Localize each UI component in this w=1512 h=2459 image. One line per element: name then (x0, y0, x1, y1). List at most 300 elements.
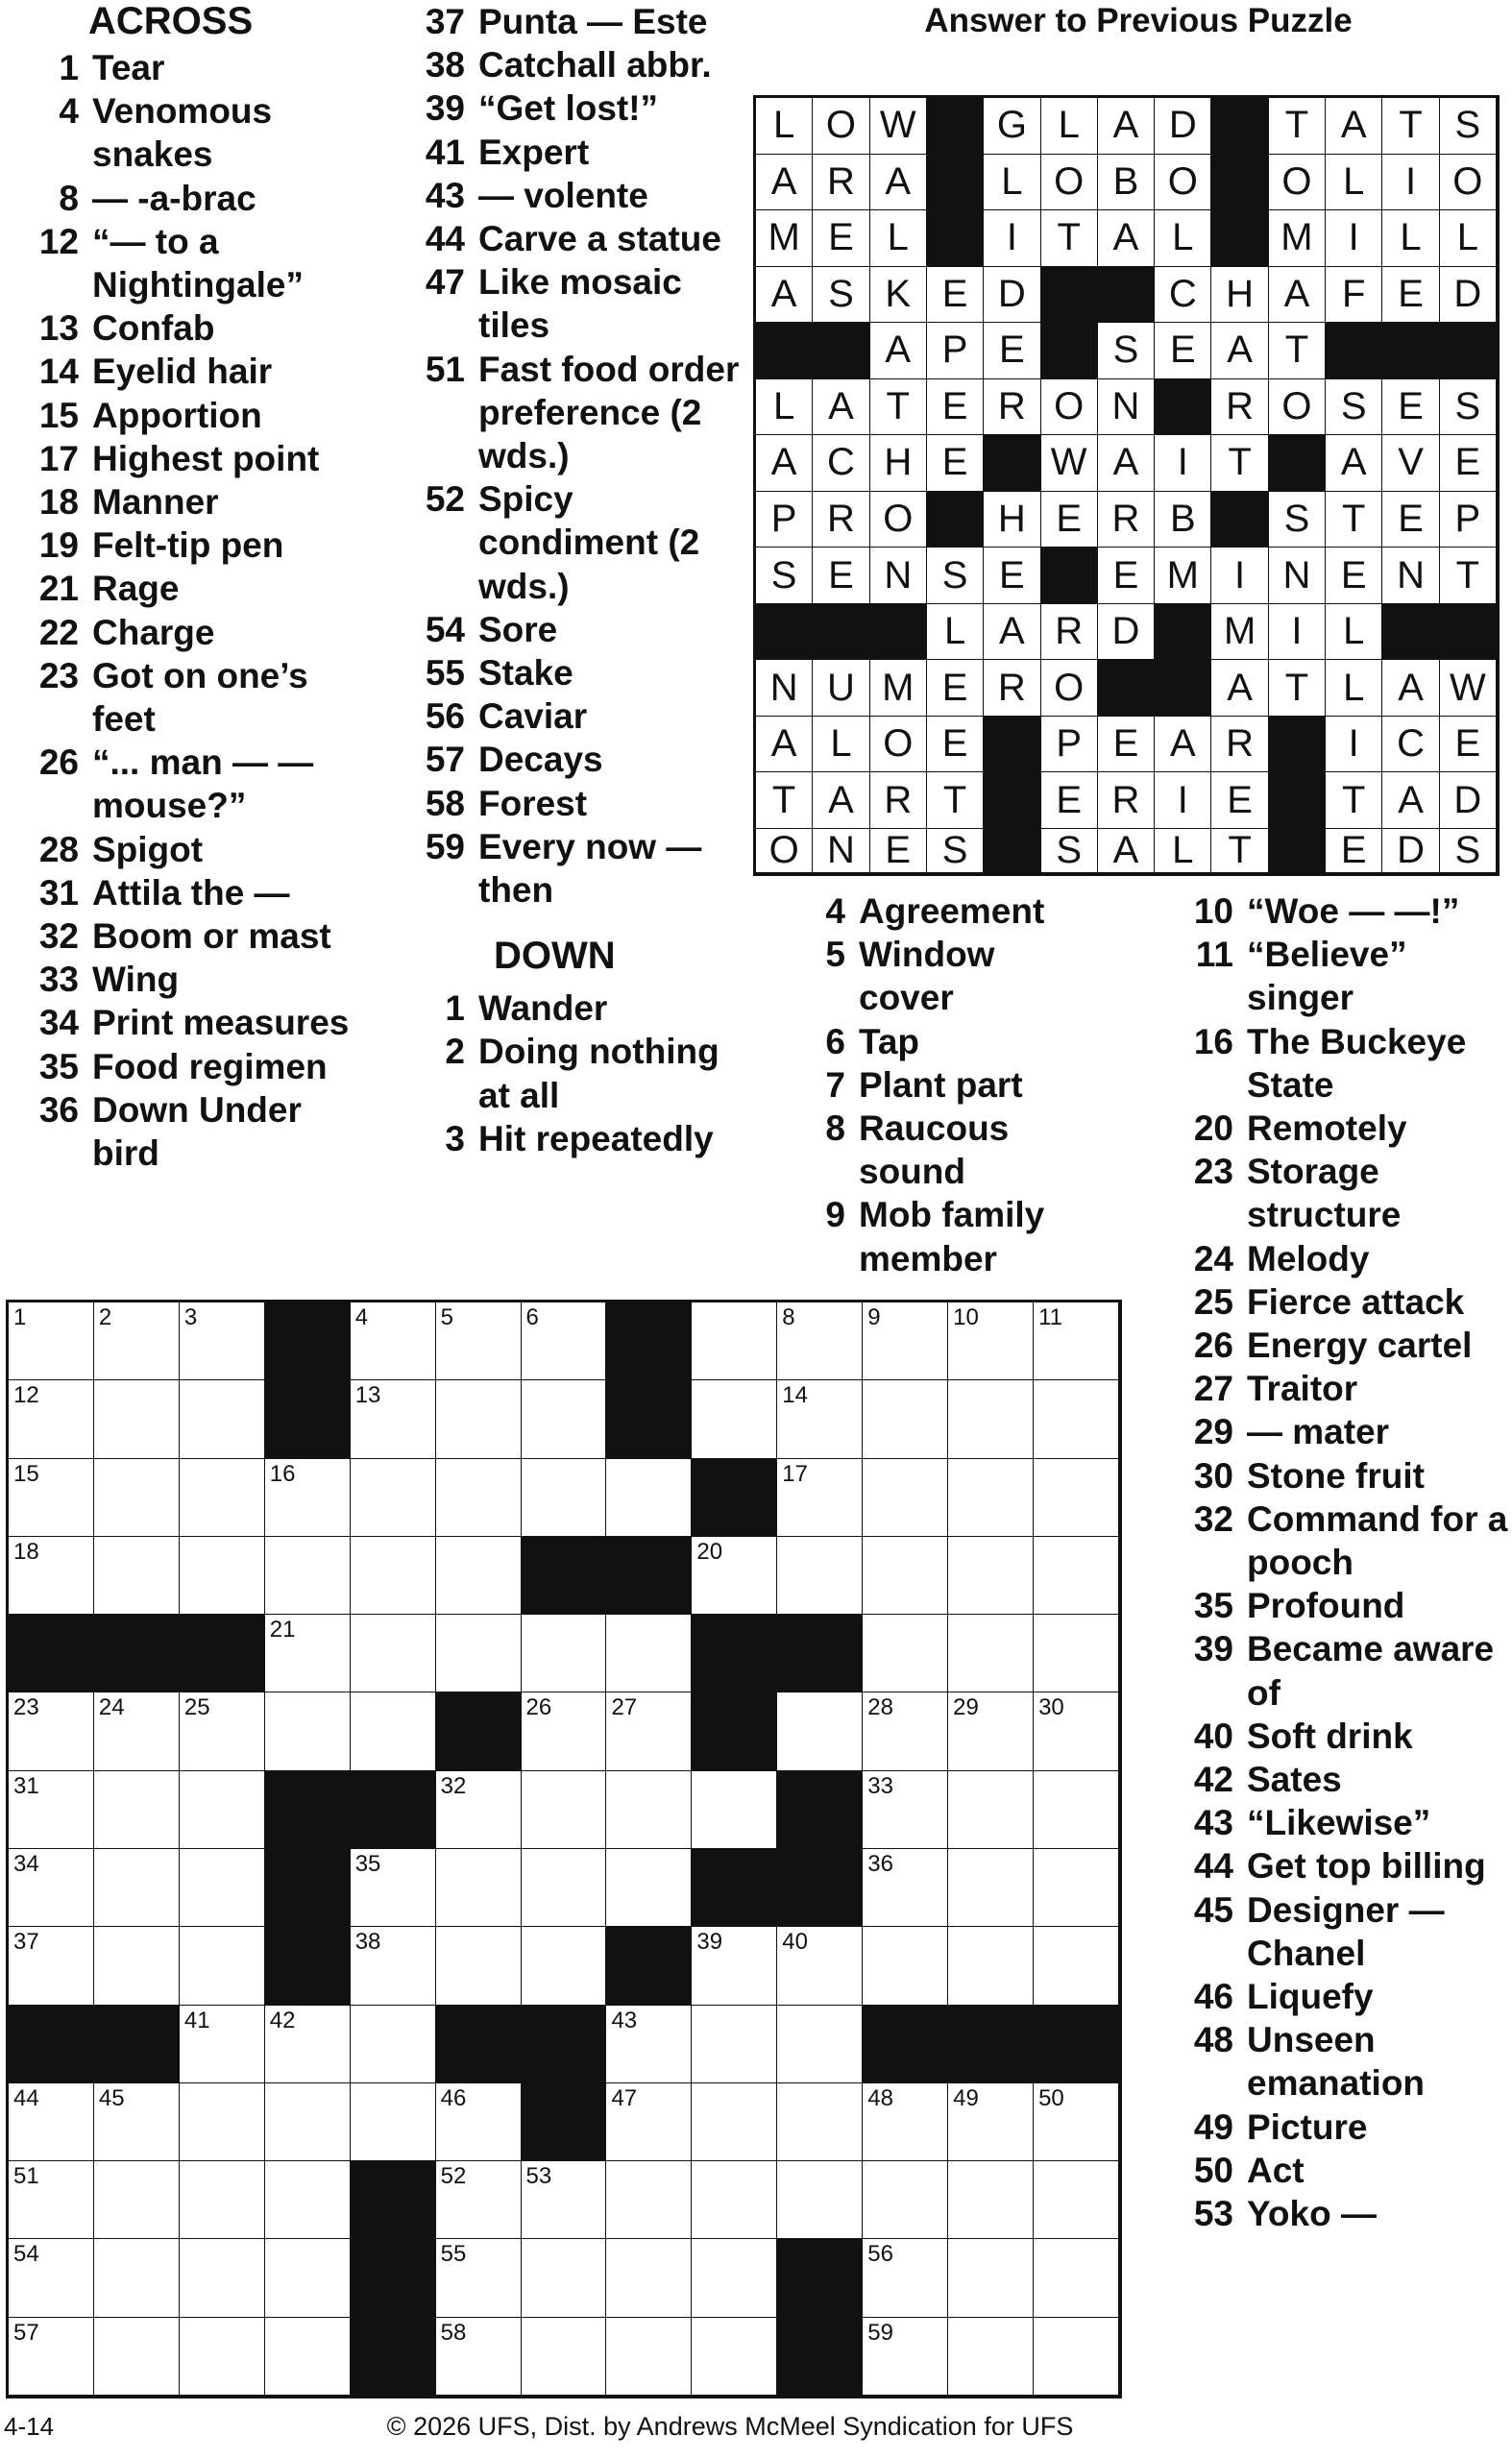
grid-cell[interactable] (692, 2239, 777, 2317)
grid-cell[interactable] (1034, 1692, 1119, 1770)
grid-cell[interactable] (606, 1615, 692, 1692)
grid-cell[interactable] (863, 1927, 948, 2005)
answer-letter-cell: E (927, 660, 984, 717)
grid-cell[interactable] (9, 1849, 94, 1927)
answer-letter-cell: T (1041, 210, 1098, 267)
grid-cell[interactable] (1034, 1303, 1119, 1380)
grid-cell[interactable] (180, 1537, 265, 1615)
answer-block-cell (927, 155, 984, 211)
answer-block-cell (1211, 98, 1268, 155)
grid-cell[interactable] (351, 1380, 436, 1458)
grid-cell[interactable] (777, 1459, 863, 1537)
answer-letter-cell: N (813, 829, 869, 873)
answer-letter-cell: L (1382, 210, 1439, 267)
clue-item (1153, 1410, 1508, 1453)
grid-cell[interactable] (777, 1927, 863, 2005)
clue-number: 43 (425, 175, 465, 215)
grid-cell[interactable] (436, 1615, 522, 1692)
grid-cell[interactable] (94, 1771, 180, 1849)
answer-block-cell (813, 604, 869, 661)
answer-letter-cell: E (1326, 548, 1382, 604)
cell-number: 50 (1038, 2084, 1064, 2111)
answer-letter-cell: C (1155, 267, 1211, 324)
grid-block-cell (265, 1380, 351, 1458)
grid-cell[interactable] (180, 1459, 265, 1537)
grid-cell[interactable] (9, 1459, 94, 1537)
answer-letter-cell: T (870, 379, 927, 436)
grid-cell[interactable] (9, 2239, 94, 2317)
answer-letter-cell: W (870, 98, 927, 155)
grid-cell[interactable] (436, 1537, 522, 1615)
grid-cell[interactable] (9, 1692, 94, 1770)
grid-cell[interactable] (863, 1849, 948, 1927)
clue-text: Yoko — (1247, 2194, 1377, 2234)
clue-item (394, 86, 749, 130)
grid-cell[interactable] (777, 1692, 863, 1770)
answer-letter-cell: L (756, 98, 813, 155)
answer-letter-cell: A (1155, 717, 1211, 773)
cell-number: 13 (354, 1382, 381, 1409)
answer-letter-cell: A (756, 435, 813, 492)
grid-cell[interactable] (863, 2318, 948, 2396)
grid-cell[interactable] (522, 1927, 607, 2005)
grid-cell[interactable] (1034, 2083, 1119, 2161)
cell-number: 28 (867, 1694, 893, 1721)
grid-cell[interactable] (351, 1849, 436, 1927)
grid-cell[interactable] (863, 1537, 948, 1615)
clue-item (1153, 1844, 1508, 1887)
clue-text: Spicy condiment (2 wds.) (478, 479, 700, 606)
grid-cell[interactable] (863, 2083, 948, 2161)
grid-cell[interactable] (265, 1692, 351, 1770)
grid-cell[interactable] (863, 1692, 948, 1770)
grid-cell[interactable] (180, 2006, 265, 2083)
grid-cell[interactable] (522, 2239, 607, 2317)
answer-block-cell (1211, 210, 1268, 267)
answer-letter-cell: P (1440, 492, 1497, 548)
clue-text: Hit repeatedly (478, 1118, 714, 1158)
grid-cell[interactable] (265, 1459, 351, 1537)
grid-cell[interactable] (94, 1849, 180, 1927)
answer-letter-cell: L (1326, 155, 1382, 211)
cell-number: 8 (782, 1304, 795, 1330)
clue-number: 1 (445, 988, 465, 1029)
grid-cell[interactable] (1034, 1927, 1119, 2005)
clue-item (788, 1063, 1076, 1107)
clue-item (1153, 2106, 1508, 2149)
answer-letter-cell: E (927, 435, 984, 492)
clue-text: Carve a statue (478, 219, 721, 259)
grid-cell[interactable] (436, 2318, 522, 2396)
grid-cell[interactable] (94, 1380, 180, 1458)
grid-cell[interactable] (522, 2161, 607, 2239)
grid-cell[interactable] (948, 1927, 1034, 2005)
clue-text: Melody (1247, 1238, 1370, 1278)
grid-block-cell (692, 1615, 777, 1692)
grid-block-cell (265, 1927, 351, 2005)
grid-cell[interactable] (522, 1849, 607, 1927)
grid-cell[interactable] (180, 2318, 265, 2396)
grid-cell[interactable] (180, 1771, 265, 1849)
answer-letter-cell: D (1440, 267, 1497, 324)
grid-cell[interactable] (692, 1927, 777, 2005)
grid-cell[interactable] (265, 2006, 351, 2083)
grid-cell[interactable] (351, 1927, 436, 2005)
cell-number: 26 (525, 1694, 552, 1721)
clue-text: Expert (478, 132, 590, 172)
clue-text: Confab (92, 308, 215, 349)
clue-text: “Believe” singer (1247, 935, 1407, 1018)
grid-cell[interactable] (692, 2318, 777, 2396)
grid-cell[interactable] (1034, 1849, 1119, 1927)
answer-letter-cell: E (1041, 772, 1098, 829)
cell-number: 49 (953, 2084, 979, 2111)
answer-letter-cell: T (1269, 98, 1326, 155)
grid-cell[interactable] (1034, 2318, 1119, 2396)
grid-cell[interactable] (777, 2161, 863, 2239)
answer-letter-cell: R (984, 660, 1040, 717)
answer-letter-cell: A (870, 323, 927, 379)
grid-cell[interactable] (180, 2083, 265, 2161)
grid-cell[interactable] (351, 1692, 436, 1770)
grid-cell[interactable] (265, 2161, 351, 2239)
grid-cell[interactable] (265, 2083, 351, 2161)
grid-cell[interactable] (522, 1303, 607, 1380)
grid-cell[interactable] (9, 1380, 94, 1458)
grid-cell[interactable] (692, 1380, 777, 1458)
clue-item (8, 177, 354, 220)
grid-cell[interactable] (948, 1849, 1034, 1927)
grid-cell[interactable] (436, 1927, 522, 2005)
clue-text: Mob family member (859, 1195, 1045, 1278)
answer-letter-cell: O (1041, 155, 1098, 211)
grid-cell[interactable] (606, 2318, 692, 2396)
clue-number: 46 (1193, 1977, 1233, 2017)
clue-number: 43 (1193, 1803, 1233, 1843)
answer-letter-cell: L (1440, 210, 1497, 267)
grid-cell[interactable] (1034, 1380, 1119, 1458)
answer-letter-cell: M (1211, 604, 1268, 661)
grid-cell[interactable] (9, 2161, 94, 2239)
grid-cell[interactable] (351, 2083, 436, 2161)
grid-block-cell (522, 2006, 607, 2083)
clue-item (1153, 1020, 1508, 1107)
cell-number: 59 (867, 2319, 893, 2346)
clue-number: 28 (38, 829, 79, 869)
grid-cell[interactable] (351, 1615, 436, 1692)
grid-cell[interactable] (948, 2318, 1034, 2396)
answer-letter-cell: E (1382, 267, 1439, 324)
grid-cell[interactable] (948, 1615, 1034, 1692)
answer-letter-cell: L (870, 210, 927, 267)
answer-letter-cell: O (870, 492, 927, 548)
grid-cell[interactable] (863, 1615, 948, 1692)
clue-text: Boom or mast (92, 916, 331, 957)
grid-cell[interactable] (692, 2083, 777, 2161)
clue-text: Eyelid hair (92, 352, 273, 392)
answer-letter-cell: A (1326, 98, 1382, 155)
answer-block-cell (1269, 717, 1326, 773)
grid-cell[interactable] (180, 1303, 265, 1380)
grid-cell[interactable] (863, 1459, 948, 1537)
clue-item (8, 306, 354, 350)
answer-block-cell (984, 717, 1040, 773)
grid-cell[interactable] (436, 1380, 522, 1458)
grid-cell[interactable] (1034, 2239, 1119, 2317)
grid-cell[interactable] (436, 2239, 522, 2317)
across-heading: ACROSS (88, 0, 254, 42)
grid-cell[interactable] (94, 1459, 180, 1537)
grid-block-cell (522, 2083, 607, 2161)
answer-letter-cell: S (1440, 98, 1497, 155)
grid-cell[interactable] (265, 2239, 351, 2317)
clue-text: Remotely (1247, 1108, 1407, 1149)
clue-text: Picture (1247, 2106, 1368, 2147)
grid-cell[interactable] (9, 1927, 94, 2005)
clue-number: 48 (1193, 2020, 1233, 2060)
cell-number: 11 (1038, 1304, 1062, 1330)
clue-number: 49 (1193, 2106, 1233, 2147)
grid-cell[interactable] (522, 1771, 607, 1849)
clue-number: 45 (1193, 1889, 1233, 1930)
answer-block-cell (756, 323, 813, 379)
grid-cell[interactable] (180, 1380, 265, 1458)
grid-cell[interactable] (351, 1537, 436, 1615)
grid-cell[interactable] (9, 1537, 94, 1615)
grid-cell[interactable] (948, 1459, 1034, 1537)
grid-block-cell (351, 2318, 436, 2396)
grid-cell[interactable] (606, 1771, 692, 1849)
grid-cell[interactable] (948, 1771, 1034, 1849)
cell-number: 54 (13, 2241, 39, 2268)
grid-cell[interactable] (606, 1459, 692, 1537)
clue-item (1153, 1324, 1508, 1367)
answer-letter-cell: L (927, 604, 984, 661)
grid-cell[interactable] (606, 2239, 692, 2317)
cell-number: 53 (525, 2163, 552, 2190)
clue-number: 27 (1193, 1369, 1233, 1409)
grid-cell[interactable] (948, 2239, 1034, 2317)
grid-cell[interactable] (606, 1849, 692, 1927)
answer-letter-cell: C (813, 435, 869, 492)
grid-cell[interactable] (436, 2083, 522, 2161)
clue-item (8, 1088, 354, 1175)
cell-number: 52 (440, 2163, 467, 2190)
clue-number: 21 (38, 569, 79, 609)
clue-text: Tear (92, 48, 165, 87)
copyright-line: © 2026 UFS, Dist. by Andrews McMeel Syndication for UFS (386, 2412, 1074, 2441)
answer-letter-cell: G (984, 98, 1040, 155)
grid-cell[interactable] (606, 2083, 692, 2161)
grid-cell[interactable] (1034, 1771, 1119, 1849)
grid-cell[interactable] (265, 2318, 351, 2396)
previous-answer-grid (753, 95, 1500, 876)
grid-cell[interactable] (777, 1537, 863, 1615)
cell-number: 25 (183, 1694, 210, 1721)
clue-item (8, 611, 354, 654)
answer-letter-cell: P (927, 323, 984, 379)
grid-cell[interactable] (948, 1692, 1034, 1770)
grid-block-cell (436, 2006, 522, 2083)
grid-cell[interactable] (777, 2006, 863, 2083)
grid-cell[interactable] (948, 1303, 1034, 1380)
grid-cell[interactable] (436, 1849, 522, 1927)
grid-cell[interactable] (94, 2318, 180, 2396)
grid-cell[interactable] (863, 1380, 948, 1458)
grid-cell[interactable] (863, 1771, 948, 1849)
clue-number: 56 (425, 696, 465, 737)
clue-item (8, 350, 354, 393)
answer-block-cell (1382, 323, 1439, 379)
answer-letter-cell: N (1382, 548, 1439, 604)
clue-text: Rage (92, 569, 180, 609)
answer-block-cell (984, 435, 1040, 492)
cell-number: 46 (440, 2084, 467, 2111)
grid-cell[interactable] (180, 1849, 265, 1927)
clue-number: 20 (1193, 1108, 1233, 1149)
cell-number: 48 (867, 2084, 893, 2111)
grid-cell[interactable] (863, 1303, 948, 1380)
grid-cell[interactable] (863, 2161, 948, 2239)
grid-cell[interactable] (436, 2161, 522, 2239)
grid-block-cell (606, 1380, 692, 1458)
grid-cell[interactable] (436, 1771, 522, 1849)
grid-cell[interactable] (948, 1380, 1034, 1458)
grid-cell[interactable] (265, 1615, 351, 1692)
grid-block-cell (9, 2006, 94, 2083)
grid-cell[interactable] (265, 1537, 351, 1615)
grid-block-cell (606, 1537, 692, 1615)
clue-item (1153, 1280, 1508, 1324)
clue-item (394, 986, 749, 1030)
answer-letter-cell: O (813, 98, 869, 155)
grid-cell[interactable] (94, 2083, 180, 2161)
answer-letter-cell: C (1382, 717, 1439, 773)
answer-letter-cell: W (1440, 660, 1497, 717)
grid-cell[interactable] (180, 1927, 265, 2005)
answer-letter-cell: H (984, 492, 1040, 548)
grid-block-cell (777, 1615, 863, 1692)
grid-block-cell (692, 1849, 777, 1927)
grid-cell[interactable] (948, 2161, 1034, 2239)
answer-block-cell (1326, 323, 1382, 379)
clue-item (394, 348, 749, 478)
clue-number: 32 (38, 916, 79, 957)
cell-number: 14 (782, 1382, 808, 1409)
clue-item (1153, 1975, 1508, 2018)
grid-cell[interactable] (351, 1303, 436, 1380)
grid-cell[interactable] (606, 2161, 692, 2239)
cell-number: 20 (696, 1538, 723, 1565)
clue-item (8, 437, 354, 480)
grid-cell[interactable] (1034, 1537, 1119, 1615)
answer-letter-cell: S (1269, 492, 1326, 548)
answer-letter-cell: I (1269, 604, 1326, 661)
grid-cell[interactable] (94, 1927, 180, 2005)
answer-block-cell (870, 604, 927, 661)
grid-cell[interactable] (9, 1303, 94, 1380)
answer-letter-cell: U (813, 660, 869, 717)
clue-item (1153, 1237, 1508, 1280)
crossword-grid (6, 1300, 1122, 2398)
down-clues-column-3 (788, 889, 1076, 1280)
grid-cell[interactable] (522, 1380, 607, 1458)
grid-cell[interactable] (1034, 1615, 1119, 1692)
cell-number: 2 (98, 1304, 112, 1330)
grid-cell[interactable] (1034, 1459, 1119, 1537)
cell-number: 36 (867, 1850, 893, 1877)
clue-item (394, 651, 749, 694)
grid-cell[interactable] (351, 2006, 436, 2083)
grid-cell[interactable] (9, 1771, 94, 1849)
answer-block-cell (756, 604, 813, 661)
grid-cell[interactable] (522, 1615, 607, 1692)
grid-cell[interactable] (692, 2161, 777, 2239)
grid-cell[interactable] (436, 1303, 522, 1380)
grid-cell[interactable] (180, 1692, 265, 1770)
grid-block-cell (692, 1459, 777, 1537)
answer-letter-cell: T (1211, 829, 1268, 873)
clue-number: 3 (445, 1118, 465, 1158)
clue-text: Wing (92, 960, 180, 1000)
grid-cell[interactable] (94, 2161, 180, 2239)
clue-text: Catchall abbr. (478, 45, 712, 85)
grid-cell[interactable] (692, 2006, 777, 2083)
clue-number: 42 (1193, 1760, 1233, 1800)
clue-text: Wander (478, 988, 608, 1029)
grid-cell[interactable] (180, 2239, 265, 2317)
answer-letter-cell: E (984, 548, 1040, 604)
answer-letter-cell: L (1041, 98, 1098, 155)
clue-text: Window cover (859, 935, 995, 1018)
grid-cell[interactable] (94, 1692, 180, 1770)
grid-cell[interactable] (94, 1537, 180, 1615)
grid-cell[interactable] (692, 1303, 777, 1380)
clue-text: Raucous sound (859, 1108, 1010, 1192)
grid-cell[interactable] (9, 2318, 94, 2396)
answer-letter-cell: S (1098, 323, 1155, 379)
grid-cell[interactable] (522, 1459, 607, 1537)
grid-cell[interactable] (522, 1692, 607, 1770)
answer-letter-cell: S (927, 548, 984, 604)
clue-number: 13 (38, 308, 79, 349)
grid-cell[interactable] (436, 1459, 522, 1537)
grid-cell[interactable] (94, 2239, 180, 2317)
grid-cell[interactable] (948, 1537, 1034, 1615)
grid-cell[interactable] (777, 1303, 863, 1380)
grid-cell[interactable] (1034, 2161, 1119, 2239)
grid-cell[interactable] (9, 2083, 94, 2161)
clue-item (1153, 1454, 1508, 1497)
clue-item (8, 828, 354, 871)
clue-item (1153, 933, 1508, 1019)
grid-block-cell (351, 1771, 436, 1849)
grid-cell[interactable] (777, 2083, 863, 2161)
grid-cell[interactable] (692, 1771, 777, 1849)
grid-cell[interactable] (180, 2161, 265, 2239)
grid-cell[interactable] (692, 1537, 777, 1615)
grid-block-cell (863, 2006, 948, 2083)
answer-letter-cell: I (1326, 210, 1382, 267)
grid-cell[interactable] (522, 2318, 607, 2396)
grid-cell[interactable] (351, 1459, 436, 1537)
grid-cell[interactable] (863, 2239, 948, 2317)
grid-cell[interactable] (606, 2006, 692, 2083)
grid-cell[interactable] (948, 2083, 1034, 2161)
grid-cell[interactable] (94, 1303, 180, 1380)
grid-cell[interactable] (777, 1380, 863, 1458)
grid-cell[interactable] (606, 1692, 692, 1770)
